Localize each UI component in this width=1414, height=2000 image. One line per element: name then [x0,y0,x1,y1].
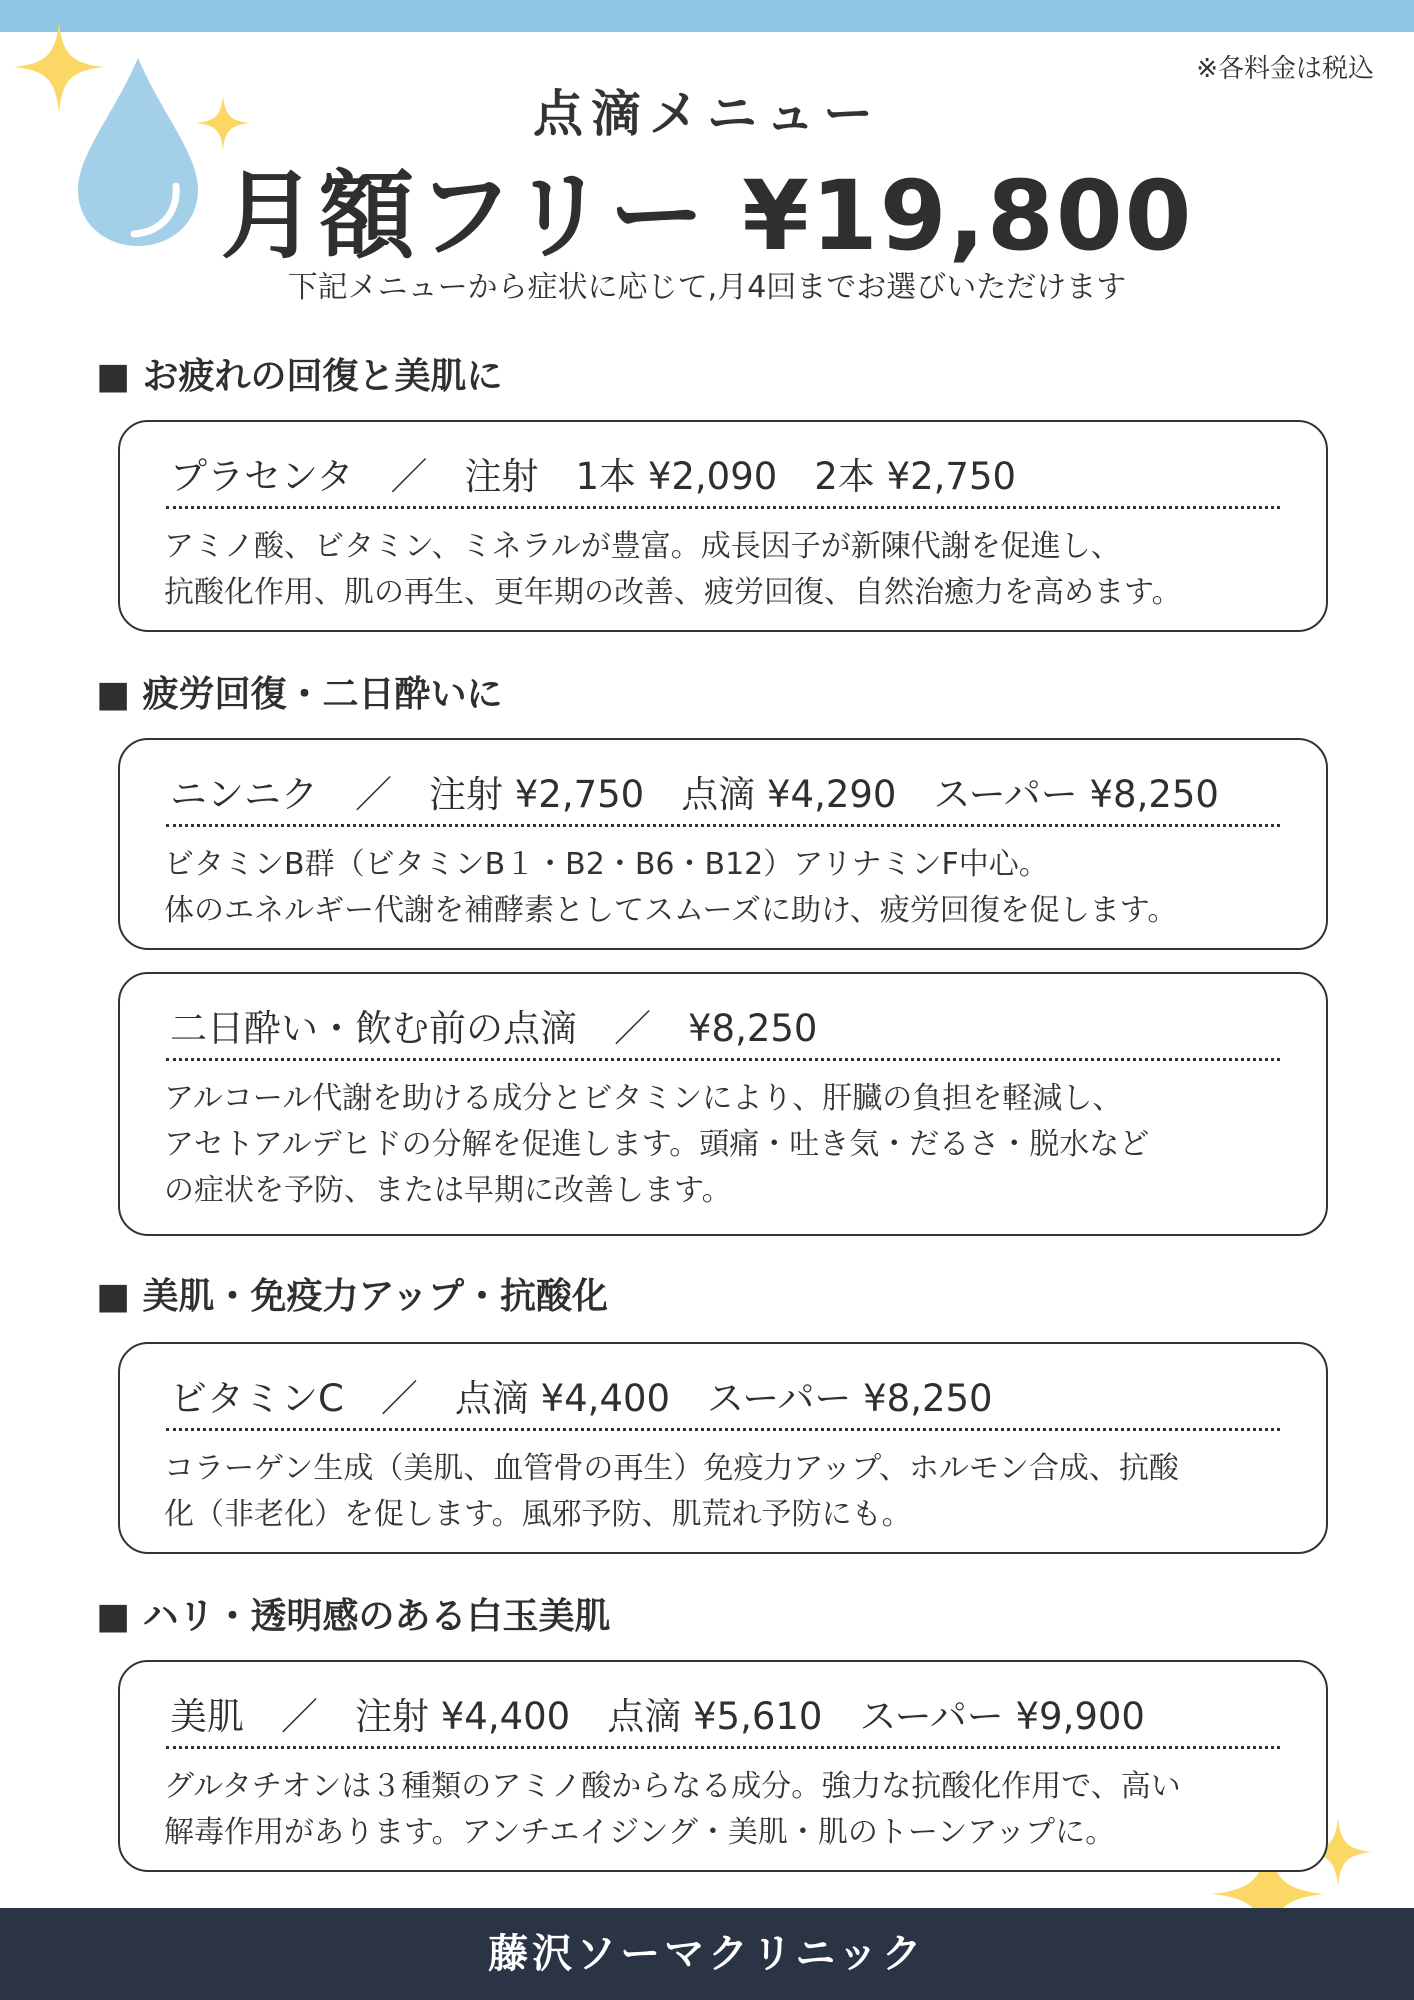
dotted-divider [166,824,1280,827]
page-description: 下記メニューから症状に応じて,月4回までお選びいただけます [287,270,1127,305]
card-title-price: ビタミンC ／ 点滴 ¥4,400 スーパー ¥8,250 [170,1377,993,1420]
section-heading: ■ 疲労回復・二日酔いに [96,674,503,715]
description-line: ビタミンB群（ビタミンB１・B2・B6・B12）アリナミンF中心。 [164,847,1049,882]
footer-bar [0,1908,1414,2000]
dotted-divider [166,1746,1280,1749]
section-heading: ■ お疲れの回復と美肌に [96,356,503,397]
description-line: 抗酸化作用、肌の再生、更年期の改善、疲労回復、自然治癒力を高めます。 [164,575,1182,610]
card-description [164,1764,1296,1856]
description-line: アルコール代謝を助ける成分とビタミンにより、肝臓の負担を軽減し、 [164,1081,1123,1116]
description-line: グルタチオンは３種類のアミノ酸からなる成分。強力な抗酸化作用で、高い [164,1769,1181,1804]
dotted-divider [166,1058,1280,1061]
clinic-name: 藤沢ソーマクリニック [488,1931,926,1977]
description-line: の症状を予防、または早期に改善します。 [164,1173,732,1208]
description-line: 体のエネルギー代謝を補酵素としてスムーズに助け、疲労回復を促します。 [164,893,1178,928]
description-line: アミノ酸、ビタミン、ミネラルが豊富。成長因子が新陳代謝を促進し、 [164,529,1121,564]
card-title-price: プラセンタ ／ 注射 1本 ¥2,090 2本 ¥2,750 [170,455,1017,498]
menu-card-garlic [118,738,1328,950]
dotted-divider [166,1428,1280,1431]
card-title-price: 二日酔い・飲む前の点滴 ／ ¥8,250 [170,1007,818,1050]
dotted-divider [166,506,1280,509]
page-title: 月額フリー ¥19,800 [220,160,1194,272]
card-description [164,524,1296,616]
card-title-price: ニンニク ／ 注射 ¥2,750 点滴 ¥4,290 スーパー ¥8,250 [170,773,1219,816]
description-line: コラーゲン生成（美肌、血管骨の再生）免疫力アップ、ホルモン合成、抗酸 [164,1451,1179,1486]
card-description [164,1446,1296,1538]
menu-card-vitamin-c [118,1342,1328,1554]
menu-card-hangover [118,972,1328,1236]
section-heading: ■ 美肌・免疫力アップ・抗酸化 [96,1276,609,1317]
menu-card-placenta [118,420,1328,632]
card-description [164,842,1296,934]
description-line: アセトアルデヒドの分解を促進します。頭痛・吐き気・だるさ・脱水など [164,1127,1150,1162]
top-accent-bar [0,0,1414,32]
description-line: 解毒作用があります。アンチエイジング・美肌・肌のトーンアップに。 [164,1815,1116,1850]
page-subtitle: 点滴メニュー [533,85,881,143]
menu-card-beauty-skin [118,1660,1328,1872]
tax-note: ※各料金は税込 [1196,54,1374,84]
card-description [164,1076,1296,1214]
description-line: 化（非老化）を促します。風邪予防、肌荒れ予防にも。 [164,1497,912,1532]
card-title-price: 美肌 ／ 注射 ¥4,400 点滴 ¥5,610 スーパー ¥9,900 [170,1695,1145,1738]
section-heading: ■ ハリ・透明感のある白玉美肌 [96,1596,611,1637]
